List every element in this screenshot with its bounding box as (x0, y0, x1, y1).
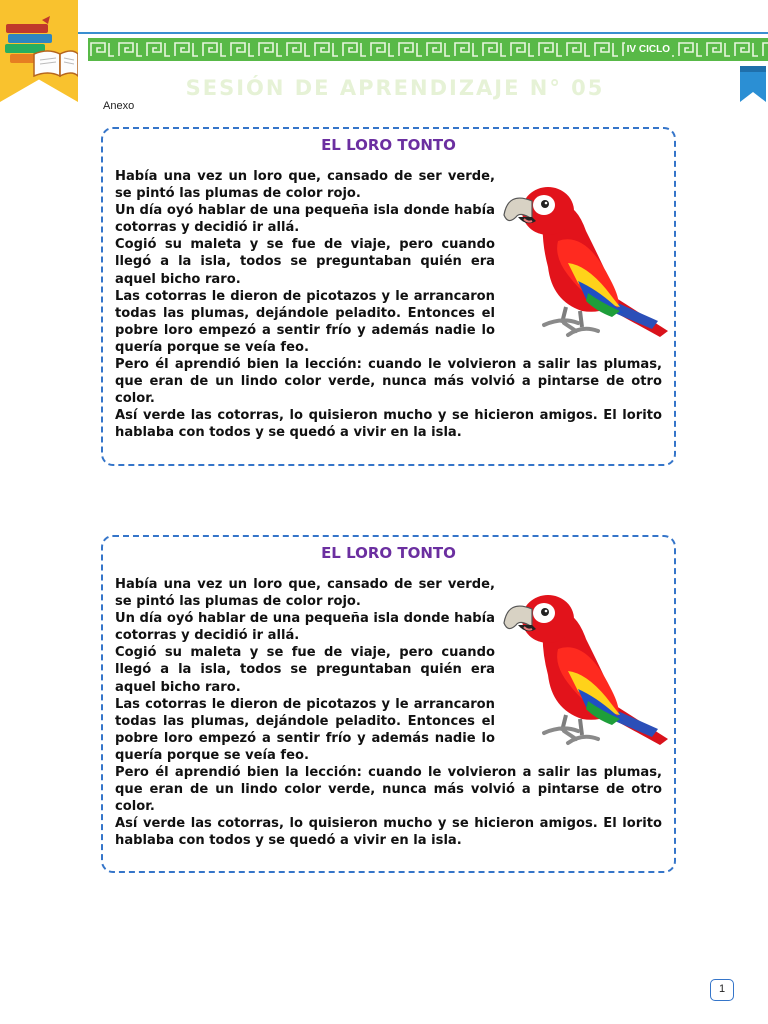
story-paragraph: Un día oyó hablar de una pequeña isla donde había cotorras y decidió ir allá. (115, 611, 495, 644)
story-paragraph: Un día oyó hablar de una pequeña isla donde había cotorras y decidió ir allá. (115, 203, 495, 236)
story-paragraph: Así verde las cotorras, lo quisieron mucho y se hicieron amigos. El lorito hablaba con todos y se quedó a vivir en la isla. (115, 408, 662, 441)
story-text (115, 576, 662, 850)
story-box (101, 127, 676, 466)
annex-label: Anexo (103, 100, 135, 112)
page-number: 1 (710, 979, 734, 1001)
story-paragraph: Pero él aprendió bien la lección: cuando le volvieron a salir las plumas, que eran de un lindo color verde, nunca más volvió a pintarse de otro color. (115, 765, 662, 815)
story-paragraph: Había una vez un loro que, cansado de ser verde, se pintó las plumas de color rojo. (115, 169, 495, 202)
story-title: EL LORO TONTO (321, 136, 456, 154)
story-paragraph: Así verde las cotorras, lo quisieron mucho y se hicieron amigos. El lorito hablaba con todos y se quedó a vivir en la isla. (115, 816, 662, 849)
session-title: SESIÓN DE APRENDIZAJE N° 05 (185, 76, 605, 100)
story-paragraph: Las cotorras le dieron de picotazos y le arrancaron todas las plumas, dejándole peladito. Entonces el pobre loro empezó a sentir frío y además nadie lo quería porque se veía feo. (115, 696, 495, 763)
story-box (101, 535, 676, 873)
books-icon (2, 12, 78, 82)
story-paragraph: Pero él aprendió bien la lección: cuando le volvieron a salir las plumas, que eran de un lindo color verde, nunca más volvió a pintarse de otro color. (115, 357, 662, 407)
story-paragraph: Había una vez un loro que, cansado de ser verde, se pintó las plumas de color rojo. (115, 577, 495, 610)
cycle-label: IV CICLO (625, 38, 672, 61)
story-text (115, 168, 662, 442)
greek-key-band (88, 38, 768, 61)
story-title: EL LORO TONTO (321, 544, 456, 562)
story-paragraph: Cogió su maleta y se fue de viaje, pero cuando llegó a la isla, todos se preguntaban quién era aquel bicho raro. (115, 237, 495, 287)
header-rule (78, 32, 768, 34)
story-paragraph: Cogió su maleta y se fue de viaje, pero cuando llegó a la isla, todos se preguntaban quién era aquel bicho raro. (115, 645, 495, 695)
story-paragraph: Las cotorras le dieron de picotazos y le arrancaron todas las plumas, dejándole peladito. Entonces el pobre loro empezó a sentir frío y además nadie lo quería porque se veía feo. (115, 288, 495, 355)
